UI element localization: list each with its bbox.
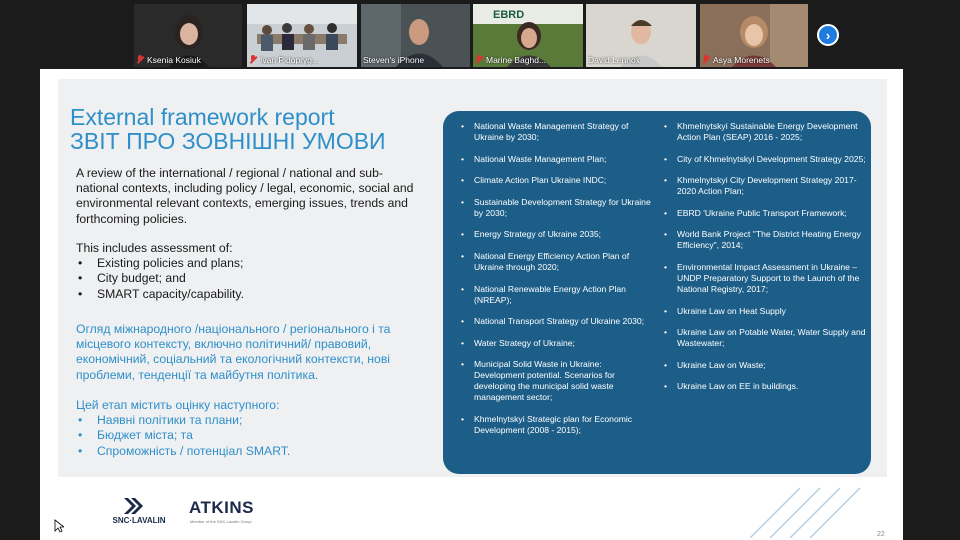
participant-gallery <box>0 0 960 68</box>
list-item: • SMART capacity/capability. <box>76 287 421 302</box>
includes-heading-en: This includes assessment of: <box>76 241 233 255</box>
list-item: • Khmelnytskyi Sustainable Energy Development Action Plan (SEAP) 2016 - 2025; <box>656 121 866 143</box>
includes-heading-ua: Цей етап містить оцінку наступного: <box>76 398 280 412</box>
list-item: • Water Strategy of Ukraine; <box>453 338 653 349</box>
muted-mic-icon <box>136 55 144 64</box>
list-item: • Environmental Impact Assessment in Ukraine – UNDP Preparatory Support to the Launch of the National Registry, 2017; <box>656 262 866 295</box>
slide-title-ua: ЗВІТ ПРО ЗОВНІШНІ УМОВИ <box>70 128 386 154</box>
video-tile[interactable] <box>586 4 696 67</box>
next-participants-button[interactable] <box>817 24 839 46</box>
list-item: • World Bank Project "The District Heating Energy Efficiency", 2014; <box>656 229 866 251</box>
atkins-logo: ATKINS <box>189 498 255 517</box>
policy-list-left <box>453 121 653 447</box>
list-item: • Existing policies and plans; <box>76 256 421 271</box>
mouse-cursor-icon <box>54 519 64 533</box>
includes-list-ua <box>76 413 421 459</box>
list-item: • Ukraine Law on Waste; <box>656 360 866 371</box>
list-item: • Municipal Solid Waste in Ukraine: Development potential. Scenarios for developing the municipal solid waste management sector; <box>453 359 653 403</box>
chevron-right-icon: › <box>825 27 831 43</box>
list-item: • National Waste Management Strategy of Ukraine by 2030; <box>453 121 653 143</box>
list-item: • National Transport Strategy of Ukraine 2030; <box>453 316 653 327</box>
participant-name: Ksenia Kosiuk <box>147 54 201 65</box>
includes-en-block <box>76 241 421 302</box>
list-item: • City budget; and <box>76 271 421 286</box>
video-tile-active-speaker[interactable] <box>361 4 470 67</box>
participant-name: David Lennox <box>588 54 640 65</box>
video-tile[interactable] <box>134 4 242 67</box>
snc-lavalin-logo <box>104 496 174 528</box>
list-item: • Sustainable Development Strategy for Ukraine by 2030; <box>453 197 653 219</box>
list-item: • Ukraine Law on Heat Supply <box>656 306 866 317</box>
atkins-logo-tagline: Member of the SNC-Lavalin Group <box>190 519 252 524</box>
muted-mic-icon <box>475 55 483 64</box>
participant-name: Marine Baghd... <box>486 54 547 65</box>
list-item: • National Energy Efficiency Action Plan of Ukraine through 2020; <box>453 251 653 273</box>
list-item: • Climate Action Plan Ukraine INDC; <box>453 175 653 186</box>
slide-title-en: External framework report <box>70 104 335 130</box>
muted-mic-icon <box>249 55 257 64</box>
list-item: • Khmelnytskyi City Development Strategy 2017-2020 Action Plan; <box>656 175 866 197</box>
slide-body-ua: Огляд міжнародного /національного / регіонального і та місцевого контексту, включно політичний/ правовий, економічний, соціальний та екологічний контексти, нові проблеми, тенденції та майбутня політика. <box>76 322 391 382</box>
video-tile[interactable] <box>473 4 583 67</box>
policy-documents-panel <box>443 111 871 474</box>
list-item: • City of Khmelnytskyi Development Strategy 2025; <box>656 154 866 165</box>
policy-list-right <box>656 121 866 403</box>
decorative-lines <box>750 482 865 538</box>
participant-name: Asya Morenets <box>713 54 770 65</box>
list-item: • Бюджет міста; та <box>76 428 421 443</box>
participant-name: Ivan Pidopryg... <box>260 54 320 65</box>
list-item: • National Waste Management Plan; <box>453 154 653 165</box>
video-tile[interactable] <box>247 4 357 67</box>
list-item: • Ukraine Law on Potable Water, Water Supply and Wastewater; <box>656 327 866 349</box>
muted-mic-icon <box>702 55 710 64</box>
background-logo-text: EBRD <box>493 9 525 21</box>
includes-ua-block <box>76 398 421 459</box>
slide-body-en: A review of the international / regional / national and sub-national contexts, including policy / legal, economic, social and environmental relevant contexts, emerging issues, trends and forthcoming policies. <box>76 166 414 226</box>
participant-name: Steven's iPhone <box>363 54 425 65</box>
video-tile[interactable] <box>700 4 808 67</box>
list-item: • National Renewable Energy Action Plan (NREAP); <box>453 284 653 306</box>
snc-logo-text: SNC·LAVALIN <box>112 516 166 525</box>
includes-list-en <box>76 256 421 302</box>
list-item: • Energy Strategy of Ukraine 2035; <box>453 229 653 240</box>
list-item: • Наявні політики та плани; <box>76 413 421 428</box>
list-item: • Khmelnytskyi Strategic plan for Economic Development (2008 - 2015); <box>453 414 653 436</box>
page-number: 22 <box>877 531 885 538</box>
list-item: • Ukraine Law on EE in buildings. <box>656 381 866 392</box>
list-item: • Спроможність / потенціал SMART. <box>76 444 421 459</box>
list-item: • EBRD 'Ukraine Public Transport Framework; <box>656 208 866 219</box>
snc-chevron-icon <box>104 496 174 516</box>
